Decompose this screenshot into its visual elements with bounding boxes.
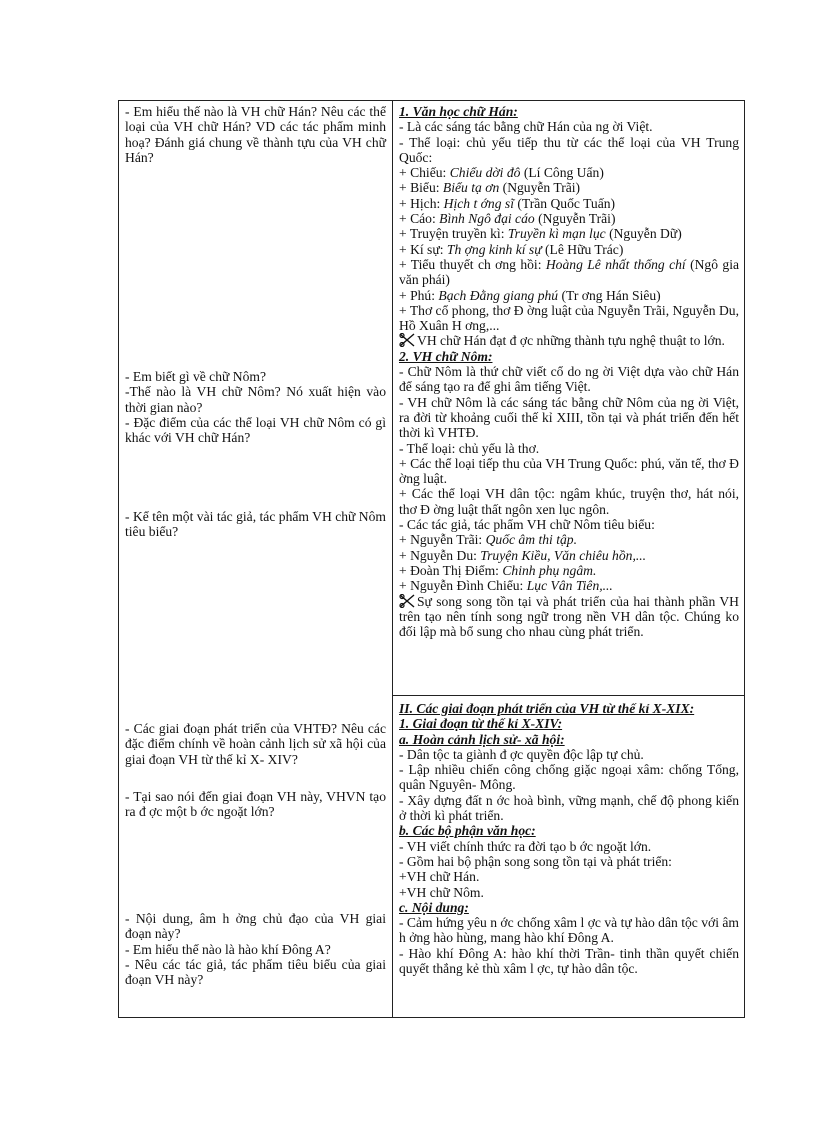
answer-line [399,288,739,303]
genre-label: + Nguyễn Du: [399,547,481,563]
section-heading: 1. Giai đoạn từ thế kỉ X-XIV: [399,716,563,732]
answer-line: - Thể loại: chủ yếu tiếp thu từ các thể loại của VH Trung Quốc: [399,134,739,165]
author-label: (Nguyễn Trãi) [499,180,581,196]
work-title: Hoàng Lê nhất thống chí [545,256,686,272]
answers-column [393,101,744,977]
conclusion-text: Sự song song tồn tại và phát triển của hai thành phần VH trên tạo nên tính song ngữ trong nền VH dân tộc. Chúng ko đối lập mà bổ sung cho nhau cùng phát triển. [399,593,739,640]
conclusion-line [399,594,739,640]
section-heading: b. Các bộ phận văn học: [399,823,536,839]
answer-line [399,211,739,226]
question-3 [125,509,386,540]
genre-label: + Tiểu thuyết ch ơng hồi: [399,256,546,272]
author-label: (Ngô gia văn phái) [399,256,740,288]
answer-line [399,226,739,241]
document-table [118,100,745,1018]
question-4 [125,721,386,767]
author-label: (Lí Công Uẩn) [520,165,604,181]
answer-line: + Thơ cổ phong, thơ Đ ờng luật của Nguyễn Trãi, Nguyễn Du, Hồ Xuân H ơng,... [399,302,739,334]
genre-label: + Nguyễn Đình Chiểu: [399,578,527,594]
author-label: (Nguyễn Trãi) [534,211,616,227]
answers-part-2 [399,701,739,976]
work-title: Truyện Kiều, Văn chiêu hồn,... [480,547,647,563]
answer-line: + Các thể loại VH dân tộc: ngâm khúc, truyện thơ, hát nói, thơ Đ ờng luật thất ngôn xen lục ngôn. [399,486,739,517]
conclusion-line [399,333,739,348]
answer-line [399,563,739,578]
answer-line: +VH chữ Hán. [399,869,480,885]
question-line: - Kể tên một vài tác giả, tác phẩm VH chữ Nôm tiêu biểu? [125,509,386,540]
scissors-icon [399,333,417,348]
question-1 [125,104,386,165]
genre-label: + Truyện truyền kì: [399,226,508,242]
answers-part-1 [399,104,739,639]
author-label: (Lê Hữu Trác) [541,241,624,257]
answer-line: + Các thể loại tiếp thu của VH Trung Quốc: phú, văn tế, thơ Đ ờng luật. [399,455,739,487]
answer-line: - VH viết chính thức ra đời tạo b ớc ngoặt lớn. [399,838,652,854]
work-title: Lục Vân Tiên,... [526,578,613,594]
scissors-icon [399,594,417,609]
section-heading: a. Hoàn cảnh lịch sử- xã hội: [399,731,565,747]
answer-line: - Là các sáng tác bằng chữ Hán của ng ời Việt. [399,119,653,135]
work-title: Quốc âm thi tập. [485,532,577,548]
answer-line [399,165,739,180]
answer-line [399,242,739,257]
genre-label: + Chiếu: [399,165,450,181]
section-heading: II. Các giai đoạn phát triển của VH từ thế kỉ X-XIX: [399,701,695,716]
row-separator [393,695,744,696]
question-line: - Nêu các tác giả, tác phẩm tiêu biểu của giai đoạn VH này? [125,956,386,988]
answer-line: - Thể loại: chủ yếu là thơ. [399,440,540,456]
answer-line: - Xây dựng đất n ớc hoà bình, vững mạnh, chế độ phong kiến ở thời kì phát triển. [399,792,739,824]
work-title: Truyền kì mạn lục [507,226,606,242]
work-title: Chinh phụ ngâm. [502,562,597,578]
answer-line: +VH chữ Nôm. [399,884,484,900]
answer-line: - Gồm hai bộ phận song song tồn tại và phát triển: [399,853,672,869]
genre-label: + Biểu: [399,180,443,196]
answer-line: - Hào khí Đông A: hào khí thời Trần- tinh thần quyết chiến quyết thắng kẻ thù xâm l ợc, tự hào dân tộc. [399,945,739,977]
author-label: (Trần Quốc Tuấn) [513,195,616,211]
conclusion-text: VH chữ Hán đạt đ ợc những thành tựu nghệ thuật to lớn. [417,333,725,349]
question-line: - Nội dung, âm h ởng chủ đạo của VH giai đoạn này? [125,911,386,942]
section-heading: 2. VH chữ Nôm: [399,348,493,364]
author-label: (Tr ơng Hán Siêu) [558,287,661,303]
answer-line [399,257,739,288]
author-label: (Nguyễn Dữ) [605,226,682,242]
section-heading: c. Nội dung: [399,899,469,915]
work-title: Chiếu dời đô [449,165,521,181]
work-title: Bạch Đằng giang phú [438,287,559,303]
genre-label: + Kí sự: [399,241,447,257]
answer-line: - Lập nhiều chiến công chống giặc ngoại xâm: chống Tống, quân Nguyên- Mông. [399,762,739,793]
genre-label: + Phú: [399,287,439,303]
question-2 [125,369,386,445]
genre-label: + Đoàn Thị Điểm: [399,562,503,578]
question-line: -Thế nào là VH chữ Nôm? Nó xuất hiện vào thời gian nào? [125,384,386,415]
genre-label: + Cáo: [399,211,440,227]
question-5 [125,789,386,820]
question-line: - Em hiểu thế nào là hào khí Đông A? [125,941,331,957]
question-line: - Em biết gì về chữ Nôm? [125,369,267,384]
work-title: Bình Ngô đại cáo [439,211,535,227]
section-heading: 1. Văn học chữ Hán: [399,104,518,119]
answer-line: - VH chữ Nôm là các sáng tác bằng chữ Nôm của ng ời Việt, ra đời từ khoảng cuối thế kỉ XIII, tồn tại và phát triển đến hết thời kì VHTĐ. [399,394,739,441]
answer-line [399,196,739,211]
answer-line: - Cảm hứng yêu n ớc chống xâm l ợc và tự hào dân tộc với âm h ởng hào hùng, mang hào khí Đông A. [399,915,739,946]
answer-line [399,180,739,195]
question-line: - Các giai đoạn phát triển của VHTĐ? Nêu các đặc điểm chính về hoàn cảnh lịch sử xã hội của giai đoạn VH từ thế kỉ X- XIV? [125,721,386,767]
work-title: Biểu tạ ơn [442,180,500,196]
question-6 [125,911,386,987]
genre-label: + Hịch: [399,195,444,211]
question-line: - Đặc điểm của các thể loại VH chữ Nôm có gì khác với VH chữ Hán? [125,414,386,446]
question-line: - Em hiểu thế nào là VH chữ Hán? Nêu các thể loại của VH chữ Hán? VD các tác phẩm minh hoạ? Đánh giá chung về thành tựu của VH chữ Hán? [125,104,386,165]
genre-label: + Nguyễn Trãi: [399,532,486,548]
work-title: Hịch t ớng sĩ [443,195,514,211]
work-title: Th ợng kinh kí sự [446,241,542,257]
question-line: - Tại sao nói đến giai đoạn VH này, VHVN tạo ra đ ợc một b ớc ngoặt lớn? [125,789,386,820]
answer-line: - Chữ Nôm là thứ chữ viết cổ do ng ời Việt dựa vào chữ Hán để sáng tạo ra để ghi âm tiếng Việt. [399,364,739,395]
answer-line: - Các tác giả, tác phẩm VH chữ Nôm tiêu biểu: [399,517,655,533]
answer-line [399,532,739,547]
answer-line [399,548,739,563]
questions-column [119,101,392,988]
answer-line: - Dân tộc ta giành đ ợc quyền độc lập tự chủ. [399,746,644,762]
answer-line [399,578,739,593]
